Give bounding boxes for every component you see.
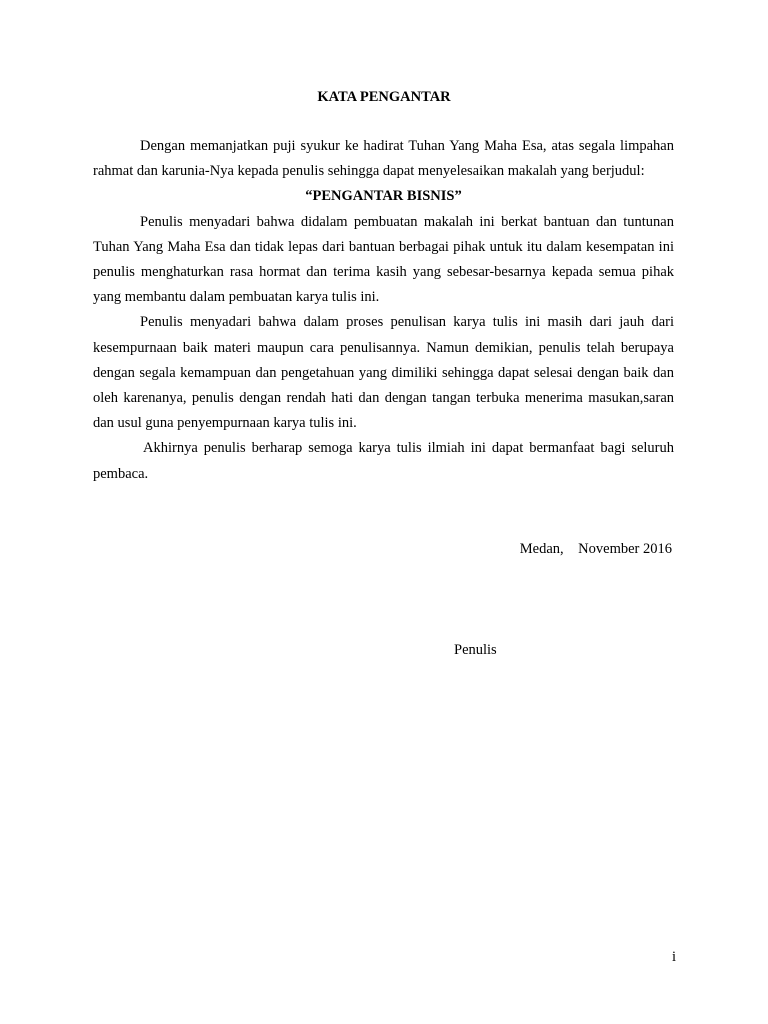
paragraph-acknowledgement: Penulis menyadari bahwa didalam pembuatan makalah ini berkat bantuan dan tuntunan Tuhan Yang Maha Esa dan tidak lepas dari bantuan berbagai pihak untuk itu dalam kesempatan ini penulis menghaturkan rasa hormat dan terima kasih yang sebesar-besarnya kepada semua pihak yang membantu dalam pembuatan karya tulis ini. bbox=[93, 213, 674, 306]
signature-label: Penulis bbox=[454, 642, 497, 658]
paragraph-limitations: Penulis menyadari bahwa dalam proses penulisan karya tulis ini masih dari jauh dari kesempurnaan baik materi maupun cara penulisannya. Namun demikian, penulis telah berupaya dengan segala kemampuan dan pengetahuan yang dimiliki sehingga dapat selesai dengan baik dan oleh karenanya, penulis dengan rendah hati dan dengan tangan terbuka menerima masukan,saran dan usul guna penyempurnaan karya tulis ini. bbox=[93, 314, 674, 432]
place-date: Medan, November 2016 bbox=[519, 541, 672, 557]
document-body bbox=[93, 134, 674, 487]
page-number: i bbox=[671, 949, 676, 965]
intro-paragraph: Dengan memanjatkan puji syukur ke hadirat Tuhan Yang Maha Esa, atas segala limpahan rahmat dan karunia-Nya kepada penulis sehingga dapat menyelesaikan makalah yang berjudul: bbox=[93, 138, 674, 180]
paper-subtitle: “PENGANTAR BISNIS” bbox=[305, 188, 462, 205]
paragraph-closing: Akhirnya penulis berharap semoga karya tulis ilmiah ini dapat bermanfaat bagi seluruh pembaca. bbox=[93, 440, 674, 482]
page-title: KATA PENGANTAR bbox=[317, 89, 451, 105]
